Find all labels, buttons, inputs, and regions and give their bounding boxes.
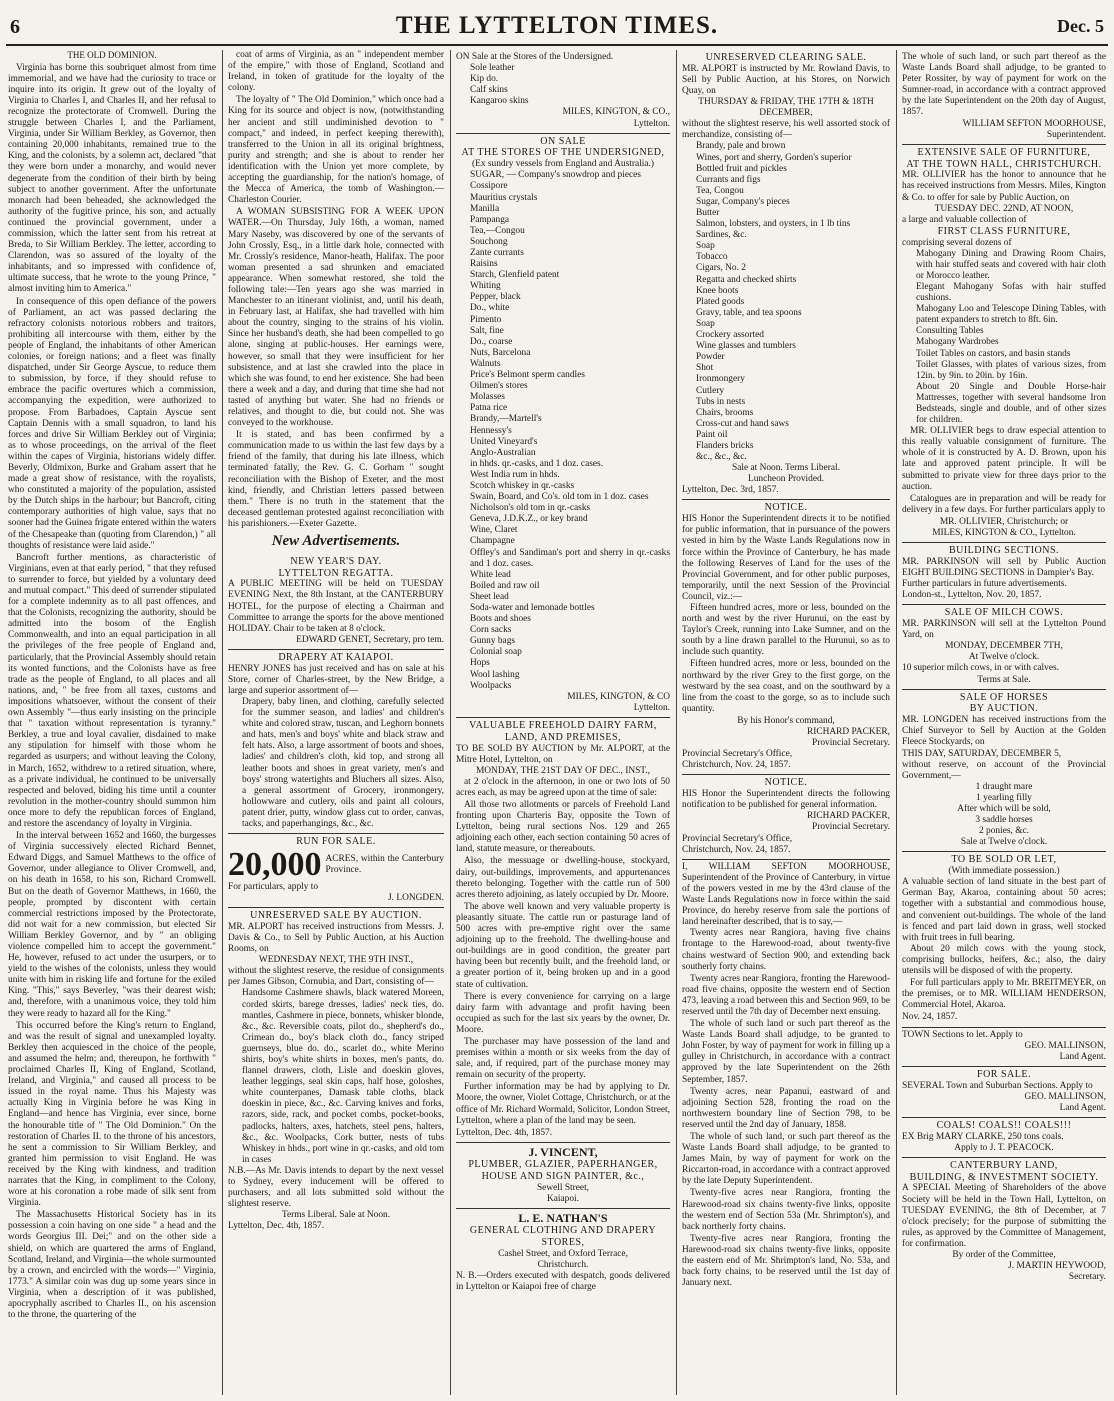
sale-date: MONDAY, DECEMBER 7TH,	[945, 641, 1063, 652]
ad-signature: J. LONGDEN.	[388, 892, 444, 903]
ad-moorhouse-reserves	[682, 860, 890, 1294]
ad-paragraph: The above well known and very valuable property is pleasantly situate. The cattle run or pasturage land of 500 acres with pre-emptive right over the same adjoining up to the freehold. The dwelling-house and out-buildings are in good condition, the greater part having been but recently built, and the freehold land, or a greater portion of it, being broken up and in a good state of cultivation.	[456, 901, 670, 990]
list-item: Oilmen's stores	[470, 381, 528, 392]
masthead	[0, 0, 1114, 46]
ad-place: Provincial Secretary's Office,	[682, 833, 793, 844]
ad-heading: SALE OF HORSES	[959, 691, 1049, 703]
list-item: About 20 Single and Double Horse-hair Mattresses, together with several handsome Iron Bedsteads, single and double, and of other sizes for children.	[916, 381, 1106, 426]
ad-coals	[902, 1118, 1106, 1158]
ad-heading: SALE OF MILCH COWS.	[944, 607, 1064, 619]
ad-signature: WILLIAM SEFTON MOORHOUSE,	[962, 118, 1106, 129]
list-item: Champagne	[470, 536, 515, 547]
ad-paragraph: MR. OLLIVIER begs to draw especial attention to this really valuable consignment of furniture. The whole of it is constructed by A. D. Brown, upon his late and approved patent principle. It will be submitted to private view for three days prior to the auction.	[902, 426, 1106, 492]
ad-subheading: LYTTELTON REGATTA.	[278, 567, 394, 579]
list-item: Toilet Glasses, with plates of various sizes, from 12in. by 9in. to 20in. by 16in.	[916, 359, 1106, 381]
list-item: Do., white	[470, 303, 510, 314]
list-item: Wool lashing	[470, 669, 520, 680]
ad-body: without the slightest reserve, the residue of consignments per James Gibson, Cornubia, and Dart, consisting of—	[228, 966, 444, 988]
list-item: Bottled fruit and pickles	[696, 163, 787, 174]
ad-for-sale	[902, 1067, 1106, 1118]
list-item: Tea, Congou	[696, 185, 744, 196]
ad-signature: MILES, KINGTON, & CO.,	[562, 107, 670, 118]
list-item: 2 ponies, &c.	[979, 826, 1029, 837]
list-item: Mauritius crystals	[470, 192, 538, 203]
ad-item-list	[902, 782, 1106, 837]
ad-heading: NEW YEAR'S DAY.	[290, 555, 382, 567]
ad-paragraph: Twenty acres, near Papanui, eastward of and adjoining Section 528, fronting the road on the northwestern boundary line of Section 798, to be reserved until the 2nd day of January, 1858.	[682, 1086, 890, 1130]
ad-paragraph: Twenty acres near Rangiora, having five chains frontage to the Harewood-road, about twenty-five chains westward of Section 900, and extending back southerly forty chains.	[682, 928, 890, 972]
ad-furniture-sale	[902, 145, 1106, 543]
ad-paragraph: The whole of such land, or such part thereof as the Waste Lands Board shall adjudge, to be granted to James Main, by way of payment for work on the Riccarton-road, in accordance with a contract approved by the late Deputy Superintendent.	[682, 1132, 890, 1187]
ad-note: N.B.—As Mr. Davis intends to depart by the next vessel to Sydney, every inducement will be offered to purchasers, and all lots submitted sold without the slightest reserve.	[228, 1165, 444, 1210]
sale-date: MONDAY, THE 21ST DAY OF DEC., INST.,	[475, 765, 651, 776]
ad-body: without reserve, on account of the Provincial Government,—	[902, 759, 1106, 781]
ad-body: HIS Honor the Superintendent directs it to be notified for public information, that in pursuance of the powers vested in him by the Waste Lands Regulations now in force within the Province of Canterbury, he has made the following Reserves of Land for the uses of the Provincial Government, and for other public purposes, temporarily, until the next Session of the Provincial Council, viz.:—	[682, 514, 890, 602]
ad-paragraph: The whole of such land or such part thereof as the Waste Lands Board shall adjudge, to be granted to John Foster, by way of payment for work in filling up a gulley in Christchurch, in accordance with a contract approved by the late Superintendent on the 26th September, 1857.	[682, 1019, 890, 1085]
list-item: Walnuts	[470, 358, 501, 369]
ad-heading: TO BE SOLD OR LET,	[951, 854, 1057, 866]
list-item: Sugar, Company's pieces	[696, 196, 790, 207]
list-item: Raisins	[470, 259, 498, 270]
ad-paragraph: The purchaser may have possession of the land and premises within a month or six weeks from the day of sale, and, if required, part of the purchase money may remain on security of the property.	[456, 1036, 670, 1081]
ad-milch-cows	[902, 605, 1106, 689]
ad-body: EX Brig MARY CLARKE, 250 tons coals.	[902, 1131, 1064, 1142]
ad-heading: COALS! COALS!! COALS!!!	[936, 1119, 1072, 1131]
ad-subheading: BUILDING, & INVESTMENT SOCIETY.	[909, 1171, 1099, 1183]
list-item: Price's Belmont sperm candles	[470, 370, 585, 381]
column-2	[228, 50, 444, 1395]
list-item: Corn sacks	[470, 625, 512, 636]
ad-place: Christchurch, Nov. 24, 1857.	[682, 844, 791, 855]
ad-run-for-sale	[228, 834, 444, 908]
ad-heading: NOTICE.	[764, 502, 808, 514]
ad-body: MR. LONGDEN has received instructions from the Chief Surveyor to Sell by Auction at the Golden Fleece Stockyards, on	[902, 715, 1106, 748]
column-divider	[450, 50, 451, 1395]
ad-place: Nov. 24, 1857.	[902, 1012, 958, 1023]
ad-body: a large and valuable collection of	[902, 214, 1027, 225]
ad-address: Christchurch.	[537, 1259, 589, 1270]
ad-heading: EXTENSIVE SALE OF FURNITURE,	[917, 146, 1091, 158]
ad-subheading: (Ex sundry vessels from England and Australia.)	[472, 159, 654, 170]
ad-body: comprising several dozens of	[902, 237, 1012, 248]
ad-body: I, WILLIAM SEFTON MOORHOUSE, Superintendent of the Province of Canterbury, in virtue of the powers vested in me by the 43rd clause of the Waste Lands Regulations now in force within the said Province, do hereby reserve from sale the portions of land hereinafter described, that is to say,—	[682, 861, 890, 928]
ad-paragraph: Twenty-five acres near Rangiora, fronting the Harewood-road six chains twenty-five links, opposite the eastern end of Mr. Shrimpton's land, No. 53a, and back forty chains, to be reserved until the 1st day of January next.	[682, 1233, 890, 1289]
article-heading: THE OLD DOMINION.	[67, 50, 157, 60]
ad-subheading: FIRST CLASS FURNITURE,	[937, 225, 1071, 237]
ad-place: Lyttelton.	[633, 702, 670, 713]
ad-signature: J. MARTIN HEYWOOD,	[1008, 1261, 1106, 1272]
ad-notice-notification	[682, 775, 890, 859]
ad-body: TOWN Sections to let. Apply to	[902, 1029, 1023, 1040]
list-item: Toilet Tables on castors, and basin stands	[916, 348, 1071, 359]
ad-horses	[902, 690, 1106, 853]
list-item: Hops	[470, 658, 490, 669]
ad-body: SEVERAL Town and Suburban Sections. Apply to	[902, 1080, 1093, 1091]
ad-address: Cashel Street, and Oxford Terrace,	[498, 1248, 628, 1259]
list-item: Chairs, brooms	[696, 407, 754, 418]
list-item: Soap	[696, 318, 715, 329]
ad-subheading: GENERAL CLOTHING AND DRAPERY STORES,	[469, 1224, 657, 1248]
ad-paragraph: at 2 o'clock in the afternoon, in one or two lots of 50 acres each, as may be agreed upon at the time of sale:	[456, 776, 670, 798]
ad-heading: UNRESERVED SALE BY AUCTION.	[250, 910, 422, 922]
ad-terms: Terms at Sale.	[977, 674, 1031, 685]
ad-subheading: PLUMBER, GLAZIER, PAPERHANGER,	[468, 1158, 658, 1170]
column-divider	[676, 50, 677, 1395]
list-item: Do., coarse	[470, 336, 513, 347]
list-item: Colonial soap	[470, 647, 522, 658]
ad-stores-sale	[456, 134, 670, 718]
list-item: Gunny bags	[470, 636, 516, 647]
ad-signature: EDWARD GENET, Secretary, pro tem.	[296, 634, 444, 645]
article-paragraph: Virginia has borne this soubriquet almost from time immemorial, and we have had the curiosity to trace or inquire into its origin. It grew out of the loyalty of Virginia to Charles I, and Charles II, and her refusal to recognize the protectorate of Cromwell. During the struggle between Charles I, and the Parliament, Virginia, under Sir William Berkley, as Governor, then containing 20,000 inhabitants, remained true to the King, and the colonists, by a solemn act, declared "that they were born under a monarchy, and would never degenerate from the condition of their birth by being subject to another government. After the unfortunate monarch had been beheaded, she acknowledged the authority of the fugitive prince, his son, and actually continued the provincial government, under a commission, which the latter sent from his retreat at Breda, to Sir William Berkley. The letter, according to Clarendon, was so assured of the loyalty of the inhabitants, and so impressed with confidence of, ultimate success, that he wrote to the young Prince, " almost inviting him to America."	[8, 62, 216, 295]
ad-signature: Provincial Secretary.	[811, 822, 890, 833]
ad-sold-or-let	[902, 852, 1106, 1027]
ad-paragraph: Further particulars in future advertisements.	[902, 579, 1067, 590]
ad-heading: ON SALE	[540, 135, 586, 147]
ad-place: Provincial Secretary's Office,	[682, 749, 793, 760]
ad-body: A PUBLIC MEETING will be held on TUESDAY EVENING Next, the 8th Instant, at the CANTERBURY HOTEL, for the purpose of electing a Chairman and Committee to arrange the sports for the above mentioned HOLIDAY. Chair to be taken at 8 o'clock.	[228, 579, 444, 634]
ad-place: Lyttelton, Dec. 4th, 1857.	[228, 1221, 325, 1232]
ad-body: without the slightest reserve, his well assorted stock of merchandize, consisting of—	[682, 119, 890, 141]
ad-item-list	[456, 63, 670, 107]
ad-place: London-st., Lyttelton, Nov. 20, 1857.	[902, 590, 1042, 601]
ad-notice-reserves	[682, 500, 890, 775]
list-item: Sardines, &c.	[696, 230, 747, 241]
list-item: Wine glasses and tumblers	[696, 341, 796, 352]
list-item: Currants and figs	[696, 174, 761, 185]
list-item: Tea,—Congou	[470, 225, 525, 236]
ad-subheading: AT THE TOWN HALL, CHRISTCHURCH.	[906, 158, 1102, 170]
ad-signature: RICHARD PACKER,	[806, 811, 890, 822]
ad-subheading: AT THE STORES OF THE UNDERSIGNED,	[461, 147, 665, 159]
sale-date: WEDNESDAY NEXT, THE 9TH INST.,	[258, 955, 414, 966]
ad-body: A SPECIAL Meeting of Shareholders of the above Society will be held in the Town Hall, Lyttelton, on TUESDAY EVENING, the 8th of December, at 7 o'clock precisely; for the purpose of submitting the rules, as approved by the Committee of Management, for confirmation.	[902, 1183, 1106, 1249]
list-item: Soap	[696, 241, 715, 252]
ad-place: Lyttelton, Dec. 3rd, 1857.	[682, 485, 779, 496]
ad-signature: Apply to J. T. PEACOCK.	[954, 1142, 1054, 1153]
list-item: Kip do.	[470, 74, 499, 85]
list-item: Salmon, lobsters, and oysters, in 1 lb tins	[696, 219, 851, 230]
ad-signature: GEO. MALLINSON,	[1024, 1040, 1106, 1051]
ad-paragraph: There is every convenience for carrying on a large dairy farm with advantage and profit having been occupied as such for the last six years by the owner, Dr. Moore.	[456, 991, 670, 1035]
ad-body: ACRES, within the Canterbury Province.	[325, 853, 444, 875]
ad-place: Christchurch, Nov. 24, 1857.	[682, 760, 791, 771]
ad-note: By his Honor's command,	[737, 715, 835, 726]
ad-signature: MILES, KINGTON & CO., Lyttelton.	[932, 528, 1076, 539]
ad-body: ON Sale at the Stores of the Undersigned.	[456, 52, 614, 62]
ad-paragraph: Twenty acres near Rangiora, fronting the Harewood-road five chains, opposite the western end of Section 473, leaving a road between this and Section 969, to be reserved until the 7th day of December next ensuing.	[682, 973, 890, 1017]
ad-signature: Provincial Secretary.	[811, 738, 890, 749]
list-item: Sole leather	[470, 63, 515, 74]
ad-paragraph: Fifteen hundred acres, more or less, bounded on the north and west by the river Hurunui, on the east by Taylor's Creek, running into Lake Sumner, and on the south by a line drawn parallel to the Hurunui, so as to include such quantity.	[682, 603, 890, 658]
ad-signature: MR. OLLIVIER, Christchurch; or	[939, 516, 1069, 527]
list-item: Mahogany Wardrobes	[916, 337, 999, 348]
list-item: Boiled and raw oil	[470, 580, 540, 591]
column-divider	[896, 50, 897, 1395]
list-item: Wines, port and sherry, Gorden's superior	[696, 152, 852, 163]
list-item: Pimento	[470, 314, 502, 325]
ad-body: The whole of such land, or such part thereof as the Waste Lands Board shall adjudge, to be granted to Peter Rossiter, by way of payment for work on the Sumner-road, in accordance with a contract approved by the late Superintendent on the 20th day of August, 1857.	[902, 52, 1106, 118]
ad-body: MR. PARKINSON will sell by Public Auction EIGHT BUILDING SECTIONS in Dampier's Bay.	[902, 556, 1106, 579]
article-paragraph: The loyalty of " The Old Dominion," which once had a King for its source and object is now, (notwithstanding her ancient and still undiminished devotion to " compact," and indeed, in perfect keeping therewith), transferred to the Union in all its original brightness, purity and strength; and she is about to render her identification with the Union yet more complete, by accepting the guardianship, for the nation's homage, of the Mecca of America, the tomb of Washington.—Charleston Courier.	[228, 95, 444, 206]
list-item: Sheet lead	[470, 591, 509, 602]
ad-paragraph: All those two allotments or parcels of Freehold Land fronting upon Charteris Bay, opposite the Town of Lyttelton, being rural sections Nos. 129 and 265 adjoining each other, each section containing 50 acres of land, statute measure, or thereabouts.	[456, 800, 670, 855]
ad-item-list	[456, 170, 670, 691]
ad-body: MR. PARKINSON will sell at the Lyttelton Pound Yard, on	[902, 619, 1106, 641]
ad-heading: VALUABLE FREEHOLD DAIRY FARM, LAND, AND PREMISES,	[469, 719, 657, 743]
ad-note: By order of the Committee,	[952, 1250, 1056, 1260]
ad-body: For particulars, apply to	[228, 881, 319, 892]
list-item: Anglo-Australian	[470, 447, 536, 458]
article-paragraph: This occurred before the King's return to England, and was the result of signal and unexampled loyalty. Berkley then acquiesced in the choice of the people, and assumed the helm; and, thereupon, he forthwith " proclaimed Charles II, King of England, Scotland, Ireland, and Virginia," and caused all process to be issued in the royal name. Thus his Majesty was actually King in Virginia before he was King in England—and hence has Virginia, ever since, borne the honourable title of " The Old Dominion." On the restoration of Charles II. to the throne of his ancestors, he sent a commission to Sir William Berkley, and granted him permission to visit England. He was received by the King with kindness, and tradition narrates that the King, in compliment to the Colony, wore at his coronation a robe made of silk sent from Virginia.	[8, 1020, 216, 1209]
ad-body: TO BE SOLD BY AUCTION by Mr. ALPORT, at the Mitre Hotel, Lyttelton, on	[456, 743, 670, 765]
list-item: Zante currants	[470, 248, 524, 258]
ad-body: A valuable section of land situate in the best part of German Bay, Akaroa, containing about 50 acres; together with a substantial and commodious house, and convenient out-buildings. The whole of the land is fenced and part laid down in grass, well stocked with fruit trees in full bearing.	[902, 877, 1106, 943]
ad-building-sections	[902, 543, 1106, 605]
ad-body: MR. ALPORT is instructed by Mr. Rowland Davis, to Sell by Public Auction, at his Stores, on Norwich Quay, on	[682, 63, 890, 96]
new-advertisements-heading: New Advertisements.	[271, 533, 401, 550]
ad-signature: Land Agent.	[1059, 1102, 1106, 1113]
list-item: West India rum in hhds.	[470, 469, 560, 480]
ad-paragraph: Catalogues are in preparation and will be ready for delivery in a few days. For further particulars apply to	[902, 493, 1106, 515]
list-item: Cross-cut and hand saws	[696, 418, 789, 429]
ad-heading: BUILDING SECTIONS.	[948, 545, 1060, 557]
ad-subheading: BY AUCTION.	[969, 703, 1039, 715]
ad-address: Sewell Street,	[536, 1182, 590, 1193]
list-item: Manilla	[470, 203, 500, 214]
list-item: Soda-water and lemonade bottles	[470, 603, 595, 613]
ad-signature: Land Agent.	[1059, 1051, 1106, 1062]
ad-note: N. B.—Orders executed with despatch, goods delivered in Lyttelton or Kaiapoi free of charge	[456, 1270, 670, 1292]
list-item: Scotch whiskey in qr.-casks	[470, 480, 575, 491]
ad-leather-sale	[456, 50, 670, 134]
ad-paragraph: About 20 milch cows with the young stock, comprising bullocks, heifers, &c.; also, the dairy utensils will be disposed of with the property.	[902, 943, 1106, 977]
list-item: Crockery assorted	[696, 330, 764, 341]
ad-drapery	[228, 650, 444, 834]
list-item: Consulting Tables	[916, 326, 984, 337]
list-item: Mahogany Dining and Drawing Room Chairs, with hair stuffed seats and covered with hair cloth or Morocco leather.	[916, 248, 1106, 281]
ad-item-list	[682, 141, 890, 463]
ad-paragraph: 10 superior milch cows, in or with calves.	[902, 663, 1059, 674]
list-item: Calf skins	[470, 85, 508, 96]
list-item: Pampanga	[470, 214, 510, 225]
list-item: Patna rice	[470, 403, 508, 414]
list-item: Shot	[696, 363, 714, 374]
ad-heading: FOR SALE.	[977, 1068, 1031, 1080]
ad-heading: J. VINCENT,	[528, 1144, 598, 1159]
list-item: After which will be sold,	[957, 804, 1051, 815]
article-paragraph: Bancroft further mentions, as characteristic of Virginians, even at that early period, " that they refused to surrender to force, but yielded by a voluntary deed and mutual compact." This deed of surrender stipulated for a complete indemnity as to all past offences, and that the Colonists, recognizing the authority, should be admitted into the bosom of the English Commonwealth, and into an equal participation in all the privileges of the free people of England and, particularly, that the Provincial Assembly should retain its wonted functions, and the Colonists have as free trade as the people of England, to all places and all nations, and, " be free from all taxes, customs and impositions whatsoever, without the consent of their own Assembly "—thus early insisting on the principle that " taxation without representation is tyranny." Berkley, a true and loyal cavalier, disdained to make any stipulation for himself with those whom he regarded as usurpers; and without leaving the Colony, in March, 1652, withdrew to a retired situation, where, as a private individual, he continued to be universally respected and beloved, biding his time until a counter revolution in the mother-country should summon him once more to defy the republican forces of England, and restore the ascendancy of loyalty in Virginia.	[8, 552, 216, 829]
ad-body: MR. OLLIVIER has the honor to announce that he has received instructions from Messrs. Miles, Kington & Co. to offer for sale by Public Auction, on	[902, 170, 1106, 203]
ad-unreserved-sale	[228, 908, 444, 1235]
ad-item-list: Drapery, baby linen, and clothing, carefully selected for the summer season, and ladies' and children's white and colored straw, tuscan, and Leghorn bonnets and hats, men's and boys' white and black straw and felt hats. Also, a large assortment of boots and shoes, ladies' and children's cloth, kid top, and strong all leather boots and shoes in great variety, men's and boys' strong watertights and Bluchers all sizes. Also, a general assortment of Grocery, ironmongery, hollowware and cutlery, oils and paint all colours, patent drier, putty, window glass cut to order, canvas, tacks, and paperhangings, &c., &c.	[242, 696, 444, 829]
list-item: Geneva, J.D.K.Z., or key brand	[470, 514, 588, 525]
ad-paragraph: Further information may be had by applying to Dr. Moore, the owner, Violet Cottage, Christchurch, or at the office of Mr. Richard Wormald, Solicitor, London Street, Lyttelton, where a plan of the land may be seen.	[456, 1082, 670, 1126]
ad-paragraph: For full particulars apply to Mr. BREITMEYER, on the premises, or to MR. WILLIAM HENDERSON, Commercial Hotel, Akaroa.	[902, 978, 1106, 1011]
list-item: Boots and shoes	[470, 614, 531, 625]
list-item: &c., &c., &c.	[696, 452, 747, 463]
column-5	[902, 50, 1106, 1395]
list-item: Woolpacks	[470, 680, 512, 691]
ad-address: Kaiapoi.	[546, 1193, 580, 1204]
ad-moorhouse-continued	[902, 50, 1106, 145]
ad-heading: UNRESERVED CLEARING SALE.	[705, 52, 867, 63]
sale-date: THIS DAY, SATURDAY, DECEMBER 5,	[902, 748, 1062, 759]
column-3	[456, 50, 670, 1395]
list-item: Brandy,—Martell's	[470, 414, 542, 425]
list-item: SUGAR, — Company's snowdrop and pieces	[470, 170, 641, 181]
ad-subheading: (With immediate possession.)	[948, 866, 1060, 877]
ad-heading: NOTICE.	[764, 777, 808, 789]
article-paragraph: coat of arms of Virginia, as an " independent member of the empire," with those of England, Scotland and Ireland, in token of gratitude for the loyalty of the colony.	[228, 50, 444, 94]
ad-paragraph: Twenty-five acres near Rangiora, fronting the Harewood-road six chains twenty-five links, opposite the western end of Section 53a (Mr. Shrimpton's), and back northerly forty chains.	[682, 1188, 890, 1232]
list-item: White lead	[470, 569, 511, 580]
issue-date: Dec. 5	[1057, 16, 1104, 36]
list-item: Knee boots	[696, 285, 739, 296]
list-item: United Vineyard's	[470, 436, 538, 447]
ad-body: MR. ALPORT has received instructions from Messrs. J. Davis & Co., to Sell by Public Auction, at his Auction Rooms, on	[228, 921, 444, 955]
ad-regatta	[228, 554, 444, 650]
page-number: 6	[10, 16, 20, 38]
ad-heading: CANTERBURY LAND,	[950, 1159, 1058, 1171]
list-item: Swain, Board, and Co's. old tom in 1 doz. cases	[470, 492, 649, 503]
list-item: Nicholson's old tom in qr.-casks	[470, 503, 591, 514]
ad-signature: GEO. MALLINSON,	[1024, 1091, 1106, 1102]
ad-dairy-farm	[456, 718, 670, 1143]
list-item: Butter	[696, 208, 720, 219]
sale-date: THURSDAY & FRIDAY, THE 17TH & 18TH DECEMBER,	[698, 97, 874, 119]
ad-signature: Secretary.	[1068, 1272, 1106, 1283]
list-item: 3 saddle horses	[975, 815, 1033, 826]
list-item: 1 draught mare	[975, 781, 1033, 792]
article-paragraph: The Massachusetts Historical Society has in its possession a coin having on one side " a head and the words Georgius III. Dei;" and on the other side a shield, on which are quartered the arms of England, Scotland, Ireland, and Virginia—the whole surmounted by a crown, and encircled with the words—" Virginia, 1773." A similar coin was dug up some years since in Virginia, when a description of it was published, apocryphally ascribed to Charles II., on his ascension to the throne, the quartering of the	[8, 1210, 216, 1321]
ad-nathan	[456, 1209, 670, 1296]
list-item: Cossipore	[470, 181, 508, 192]
column-1	[8, 50, 216, 1395]
ad-item-list: Handsome Cashmere shawls, black watered Moreen, corded skirts, barege dresses, ladies' neck ties, do. mantles, Cashmere in piece, bonnets, whisker blonde, &c., &c. Reversible coats, pilot do., shepherd's do., Crimean do., boy's black cloth do., fancy striped guernseys, blue do. do., scarlet do., white Merino shirts, boy's white shirts in boxes, men's pants, do. flannel drawers, cloth, Lisle and doeskin gloves, leather leggings, seal skin caps, half hose, goloshes, white counterpanes, Damask table cloths, black doeskin in piece, &c., &c. Carving knives and forks, razors, side, rack, and pocket combs, pocket-books, padlocks, halters, axes, hatchets, steel pens, halters, &c., &c. Woolpacks, Cork butter, nests of tubs Whiskey in hhds., port wine in qr.-casks, and old tom in cases	[242, 988, 444, 1165]
ad-terms: Luncheon Provided.	[747, 474, 825, 485]
column-divider	[222, 50, 223, 1395]
ad-signature: MILES, KINGTON, & CO	[567, 691, 670, 702]
column-4	[682, 50, 890, 1395]
list-item: Kangaroo skins	[470, 96, 529, 107]
article-paragraph: In consequence of this open defiance of the powers of Parliament, an act was passed declaring the refractory colonists notorious robbers and traitors, prohibiting all intercourse with them, either by the people of England, the inhabitants of other American colonies, or foreign nations; and a fleet was finally dispatched, under Sir George Ayscue, to reduce them to submission, by force, if they should refuse to embrace the pacific overtures which a commission, accompanying the expedition, were authorized to propose. From Barbadoes, Captain Ayscue sent Captain Dennis with a small squadron, to land his forces and drive Sir William Berkley out of Virginia; as to whose proceedings, on the arrival of the fleet within the capes of Virginia, historians widely differ. Beverly, Oldmixon, Burke and Graham assert that he made a great show of resistance, with the royalists, who constituted a majority of the population, assisted by the Dutch ships in the harbour; but Bancroft, citing contemporary authorities of high value, says that no sooner had the Guinea frigate entered within the waters of the Chesapeake than (quoting from Clarendon,) " all thoughts of resistance were laid aside."	[8, 296, 216, 551]
list-item: Plated goods	[696, 296, 745, 307]
list-item: Flanders bricks	[696, 440, 754, 451]
list-item: Molasses	[470, 392, 505, 403]
list-item: in hhds. qr.-casks, and 1 doz. cases.	[470, 458, 604, 469]
list-item: Cutlery	[696, 385, 725, 396]
list-item: Pepper, black	[470, 292, 521, 303]
list-item: Salt, fine	[470, 325, 504, 336]
ad-body: HIS Honor the Superintendent directs the following notification to be published for general information.	[682, 789, 890, 811]
list-item: 1 yearling filly	[976, 792, 1032, 803]
article-paragraph: In the interval between 1652 and 1660, the burgesses of Virginia successively elected Richard Bennet, Edward Diggs, and Samuel Matthews to the office of Governor, under allegiance to Oliver Cromwell, and, on his death in 1658, to his son, Richard Cromwell. But on the death of Governor Matthews, in 1660, the people, prompted by discontent with certain commercial restrictions imposed by the Protectorate, did not wait for a new commission, but elected Sir William Berkley Governor, and by " an obliging violence compelled him to accept the government." He, however, refused to act under the usurpers, or to yield to the wishes of the colonists, unless they would unite with him in risking life and fortune for the exiled King. "This," says Beverley, "was their dearest wish; and, therefore, with a unanimous voice, they told him they were ready to hazard all for the King."	[8, 831, 216, 1019]
ad-vincent	[456, 1143, 670, 1209]
ad-place: Lyttelton, Dec. 4th, 1857.	[456, 1127, 553, 1138]
ad-terms: Sale at Noon. Terms Liberal.	[732, 463, 840, 474]
list-item: Offley's and Sandiman's port and sherry in qr.-casks and 1 doz. cases.	[470, 547, 670, 569]
list-item: Gravy, table, and tea spoons	[696, 307, 802, 318]
list-item: Regatta and checked shirts	[696, 274, 797, 285]
ad-heading: DRAPERY AT KAIAPOI.	[278, 651, 394, 663]
list-item: Nuts, Barcelona	[470, 347, 531, 358]
ad-place: Lyttelton.	[633, 118, 670, 129]
list-item: Whiting	[470, 281, 501, 292]
sale-time: At Twelve o'clock.	[968, 652, 1040, 663]
ad-building-society	[902, 1158, 1106, 1286]
ad-paragraph: Also, the messuage or dwelling-house, stockyard, dairy, out-buildings, improvements, and appurtenances thereto belonging. Together with the cattle run of 500 acres thereto adjoining, as lately occupied by Dr. Moore.	[456, 856, 670, 900]
ad-signature: RICHARD PACKER,	[806, 727, 890, 738]
ad-clearing-sale	[682, 50, 890, 500]
sale-date: TUESDAY DEC. 22ND, AT NOON,	[934, 203, 1074, 214]
list-item: Mahogany Loo and Telescope Dining Tables, with patent expanders to stretch to 8ft. 6in.	[916, 304, 1106, 326]
newspaper-title: THE LYTTELTON TIMES.	[395, 12, 719, 39]
ad-heading: L. E. NATHAN'S	[518, 1210, 608, 1225]
ad-heading: RUN FOR SALE.	[296, 836, 376, 848]
list-item: Ironmongery	[696, 374, 745, 385]
article-paragraph: It is stated, and has been confirmed by a communication made to us within the last few days by a friend of the family, that during his late illness, which terminated fatally, the Rev. G. C. Gorham " sought reconciliation with the Bishop of Exeter, and the most kind, friendly, and Christian letters passed between them." There is no truth in the statement that the deceased gentleman protested against reconciliation with his parishioners.—Exeter Gazette.	[228, 430, 444, 529]
ad-terms: Terms Liberal. Sale at Noon.	[281, 1210, 391, 1221]
masthead-rule	[6, 44, 1108, 46]
list-item: Brandy, pale and brown	[696, 141, 786, 152]
list-item: Hennessy's	[470, 425, 512, 436]
ad-signature: Superintendent.	[1046, 129, 1106, 140]
list-item: Cigars, No. 2	[696, 263, 746, 274]
ad-item-list	[902, 249, 1106, 427]
sale-time: Sale at Twelve o'clock.	[960, 837, 1048, 848]
article-paragraph: A WOMAN SUBSISTING FOR A WEEK UPON WATER.—On Thursday, July 16th, a woman, named Mary Naseby, was discovered by one of the servants of John Crossly, Esq., in a little dark hole, connected with Mr. Crossly's residence, Manor-heath, Halifax. The poor woman presented a sad shrunken and emaciated appearance. When somewhat restored, she told the following tale:—Ten years ago she was married in Manchester to an itinerant violinist, and, until his death, in February last, at Halifax, she had travelled with him about the country, singing to the strains of his violin. Since her husband's death, she had been compelled to go alone, singing at public-houses. Her earnings were, however, so small that they were insufficient for her subsistence, and at last she crawled into the place in which she was found, to end her existence. She had been there a week and a day, and during that time she had not tasted of anything but water. She had no friends or relatives, and thought to die, but could not. She was conveyed to the workhouse.	[228, 207, 444, 429]
list-item: Paint oil	[696, 429, 728, 440]
list-item: Tubs in nests	[696, 396, 746, 407]
list-item: Wine, Claret	[470, 525, 518, 536]
ad-paragraph: Fifteen hundred acres, more or less, bounded on the northward by the river Grey to the first gorge, on the westward by the sea coast, and on the southward by a line from the coast to the gorge, so as to include such quantity.	[682, 659, 890, 714]
list-item: Starch, Glenfield patent	[470, 270, 560, 281]
ad-subheading: HOUSE AND SIGN PAINTER, &c.,	[481, 1170, 645, 1182]
ad-town-sections	[902, 1028, 1106, 1067]
list-item: Souchong	[470, 236, 508, 247]
acreage-number: 20,000	[228, 845, 322, 883]
ad-body: HENRY JONES has just received and has on sale at his Store, corner of Charles-street, by the New Bridge, a large and superior assortment of—	[228, 663, 444, 696]
list-item: Tobacco	[696, 252, 728, 263]
list-item: Elegant Mahogany Sofas with hair stuffed cushions.	[916, 281, 1106, 304]
list-item: Powder	[696, 352, 725, 363]
